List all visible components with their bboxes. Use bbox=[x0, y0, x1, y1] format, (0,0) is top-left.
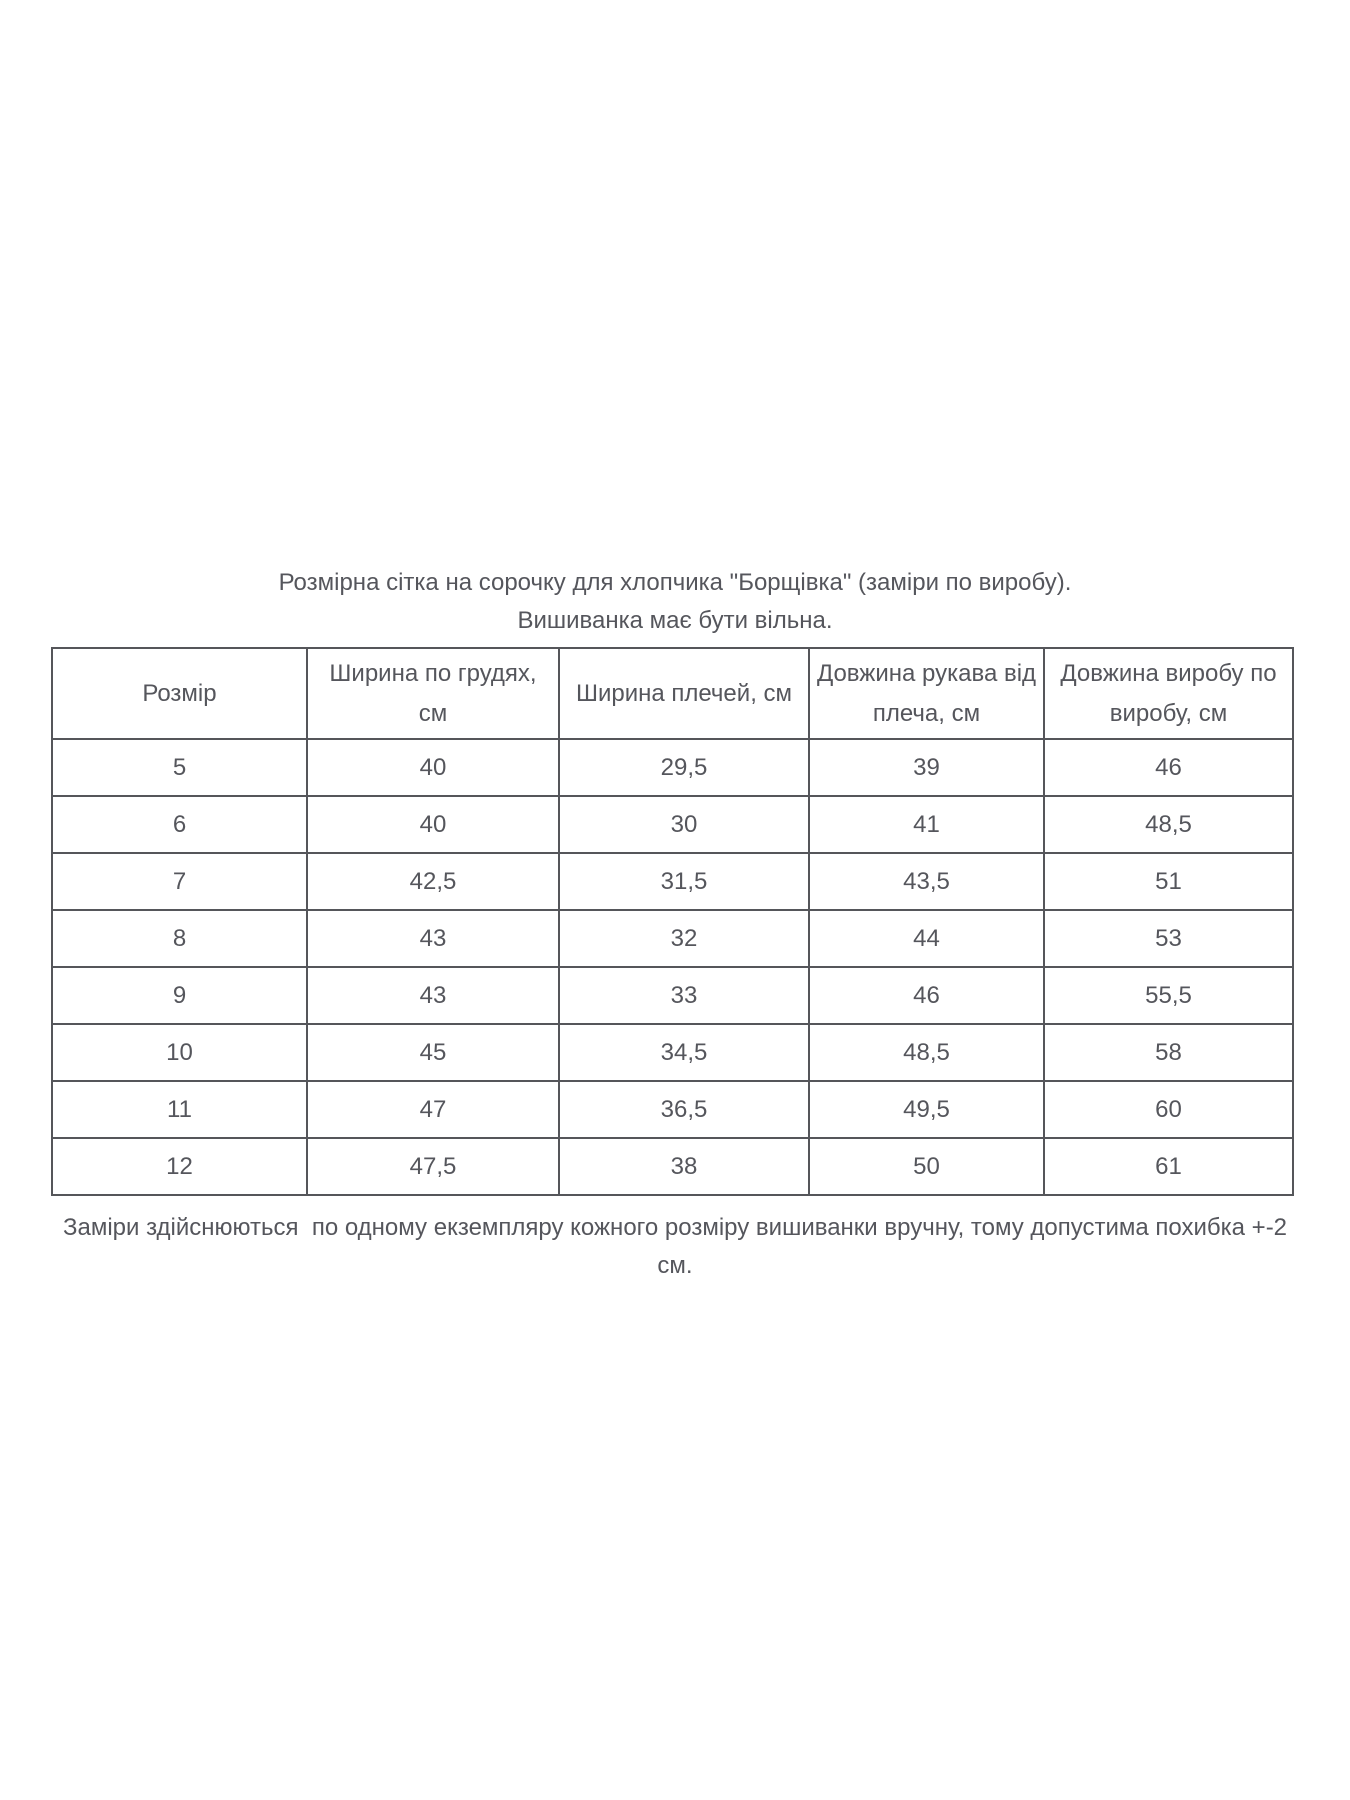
table-row bbox=[52, 1024, 1293, 1081]
measurement-cell: 49,5 bbox=[809, 1081, 1044, 1138]
measurement-cell: 41 bbox=[809, 796, 1044, 853]
measurement-cell: 32 bbox=[559, 910, 809, 967]
measurement-cell: 42,5 bbox=[307, 853, 559, 910]
table-header-row bbox=[52, 648, 1293, 739]
measurement-cell: 47 bbox=[307, 1081, 559, 1138]
footnote-line-1: Заміри здійснюються по одному екземпляру кожного розміру вишиванки вручну, тому допустима похибка +-2 bbox=[62, 1214, 1288, 1241]
table-row bbox=[52, 1138, 1293, 1195]
measurement-cell: 48,5 bbox=[1044, 796, 1293, 853]
size-cell: 5 bbox=[52, 739, 307, 796]
footnote-line-2: см. bbox=[657, 1252, 693, 1279]
size-cell: 9 bbox=[52, 967, 307, 1024]
measurement-cell: 40 bbox=[307, 796, 559, 853]
column-header-size: Розмір bbox=[52, 648, 307, 739]
measurement-cell: 38 bbox=[559, 1138, 809, 1195]
page-title-line-1: Розмірна сітка на сорочку для хлопчика "Борщівка" (заміри по виробу). bbox=[278, 569, 1072, 596]
table-row bbox=[52, 796, 1293, 853]
measurement-cell: 40 bbox=[307, 739, 559, 796]
measurement-cell: 44 bbox=[809, 910, 1044, 967]
measurement-cell: 46 bbox=[1044, 739, 1293, 796]
size-cell: 6 bbox=[52, 796, 307, 853]
measurement-cell: 30 bbox=[559, 796, 809, 853]
table-row bbox=[52, 739, 1293, 796]
measurement-cell: 55,5 bbox=[1044, 967, 1293, 1024]
measurement-cell: 31,5 bbox=[559, 853, 809, 910]
measurement-cell: 61 bbox=[1044, 1138, 1293, 1195]
column-header-garment-length: Довжина виробу по виробу, см bbox=[1044, 648, 1293, 739]
page-title bbox=[0, 564, 1350, 640]
column-header-sleeve-length: Довжина рукава від плеча, см bbox=[809, 648, 1044, 739]
size-table bbox=[51, 647, 1294, 1196]
measurement-cell: 45 bbox=[307, 1024, 559, 1081]
table-row bbox=[52, 967, 1293, 1024]
table-row bbox=[52, 853, 1293, 910]
measurement-cell: 48,5 bbox=[809, 1024, 1044, 1081]
measurement-cell: 46 bbox=[809, 967, 1044, 1024]
measurement-cell: 51 bbox=[1044, 853, 1293, 910]
table-row bbox=[52, 910, 1293, 967]
column-header-chest-width: Ширина по грудях, см bbox=[307, 648, 559, 739]
footnote bbox=[50, 1209, 1300, 1285]
measurement-cell: 43 bbox=[307, 910, 559, 967]
size-cell: 11 bbox=[52, 1081, 307, 1138]
size-table-body bbox=[52, 739, 1293, 1195]
table-row bbox=[52, 1081, 1293, 1138]
measurement-cell: 36,5 bbox=[559, 1081, 809, 1138]
measurement-cell: 34,5 bbox=[559, 1024, 809, 1081]
measurement-cell: 33 bbox=[559, 967, 809, 1024]
measurement-cell: 58 bbox=[1044, 1024, 1293, 1081]
measurement-cell: 43 bbox=[307, 967, 559, 1024]
column-header-shoulder-width: Ширина плечей, см bbox=[559, 648, 809, 739]
measurement-cell: 60 bbox=[1044, 1081, 1293, 1138]
size-cell: 10 bbox=[52, 1024, 307, 1081]
measurement-cell: 29,5 bbox=[559, 739, 809, 796]
measurement-cell: 43,5 bbox=[809, 853, 1044, 910]
size-cell: 12 bbox=[52, 1138, 307, 1195]
measurement-cell: 50 bbox=[809, 1138, 1044, 1195]
page-title-line-2: Вишиванка має бути вільна. bbox=[517, 607, 833, 634]
size-cell: 7 bbox=[52, 853, 307, 910]
measurement-cell: 39 bbox=[809, 739, 1044, 796]
size-cell: 8 bbox=[52, 910, 307, 967]
measurement-cell: 53 bbox=[1044, 910, 1293, 967]
measurement-cell: 47,5 bbox=[307, 1138, 559, 1195]
